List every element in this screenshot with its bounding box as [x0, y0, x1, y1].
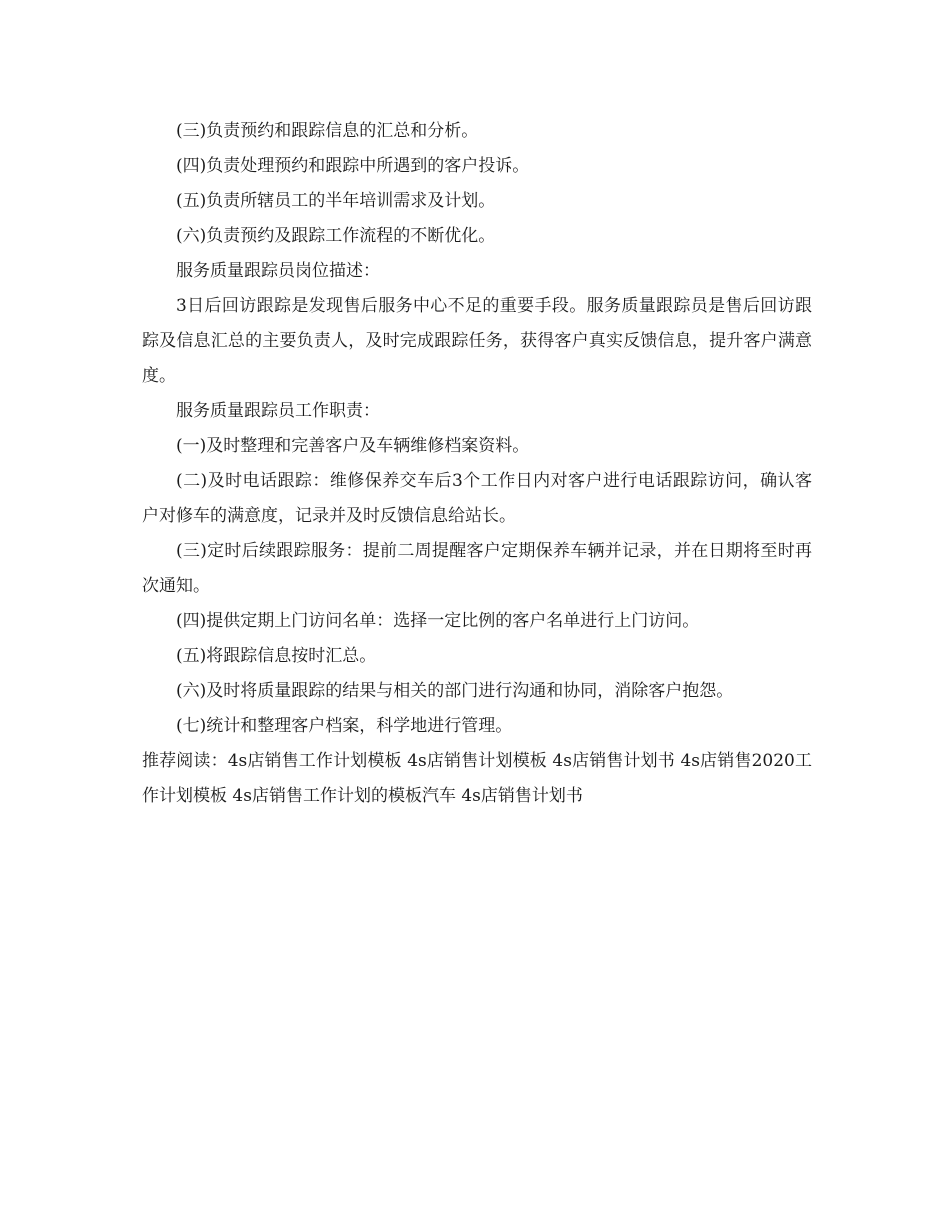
section-heading-job-description: 服务质量跟踪员岗位描述： — [176, 261, 380, 281]
paragraph-responsibility-4: (四)负责处理预约和跟踪中所遇到的客户投诉。 — [176, 156, 530, 176]
paragraph-duty-7: (七)统计和整理客户档案，科学地进行管理。 — [176, 716, 513, 736]
paragraph-responsibility-5: (五)负责所辖员工的半年培训需求及计划。 — [176, 191, 496, 211]
paragraph-responsibility-6: (六)负责预约及跟踪工作流程的不断优化。 — [176, 226, 496, 246]
paragraph-duty-6: (六)及时将质量跟踪的结果与相关的部门进行沟通和协同，消除客户抱怨。 — [176, 681, 734, 701]
paragraph-duty-4: (四)提供定期上门访问名单：选择一定比例的客户名单进行上门访问。 — [176, 611, 700, 631]
paragraph-duty-1: (一)及时整理和完善客户及车辆维修档案资料。 — [176, 436, 530, 456]
document-body — [142, 114, 812, 814]
recommended-reading: 推荐阅读：4s店销售工作计划模板 4s店销售计划模板 4s店销售计划书 4s店销售2020工作计划模板 4s店销售工作计划的模板汽车 4s店销售计划书 — [142, 751, 812, 806]
section-heading-duties: 服务质量跟踪员工作职责： — [176, 401, 380, 421]
paragraph-duty-2: (二)及时电话跟踪：维修保养交车后3个工作日内对客户进行电话跟踪访问，确认客户对修车的满意度，记录并及时反馈信息给站长。 — [142, 471, 812, 526]
paragraph-responsibility-3: (三)负责预约和跟踪信息的汇总和分析。 — [176, 121, 479, 141]
paragraph-duty-3: (三)定时后续跟踪服务：提前二周提醒客户定期保养车辆并记录，并在日期将至时再次通知。 — [142, 541, 812, 596]
paragraph-job-description: 3日后回访跟踪是发现售后服务中心不足的重要手段。服务质量跟踪员是售后回访跟踪及信息汇总的主要负责人，及时完成跟踪任务，获得客户真实反馈信息，提升客户满意度。 — [142, 296, 812, 386]
paragraph-duty-5: (五)将跟踪信息按时汇总。 — [176, 646, 377, 666]
